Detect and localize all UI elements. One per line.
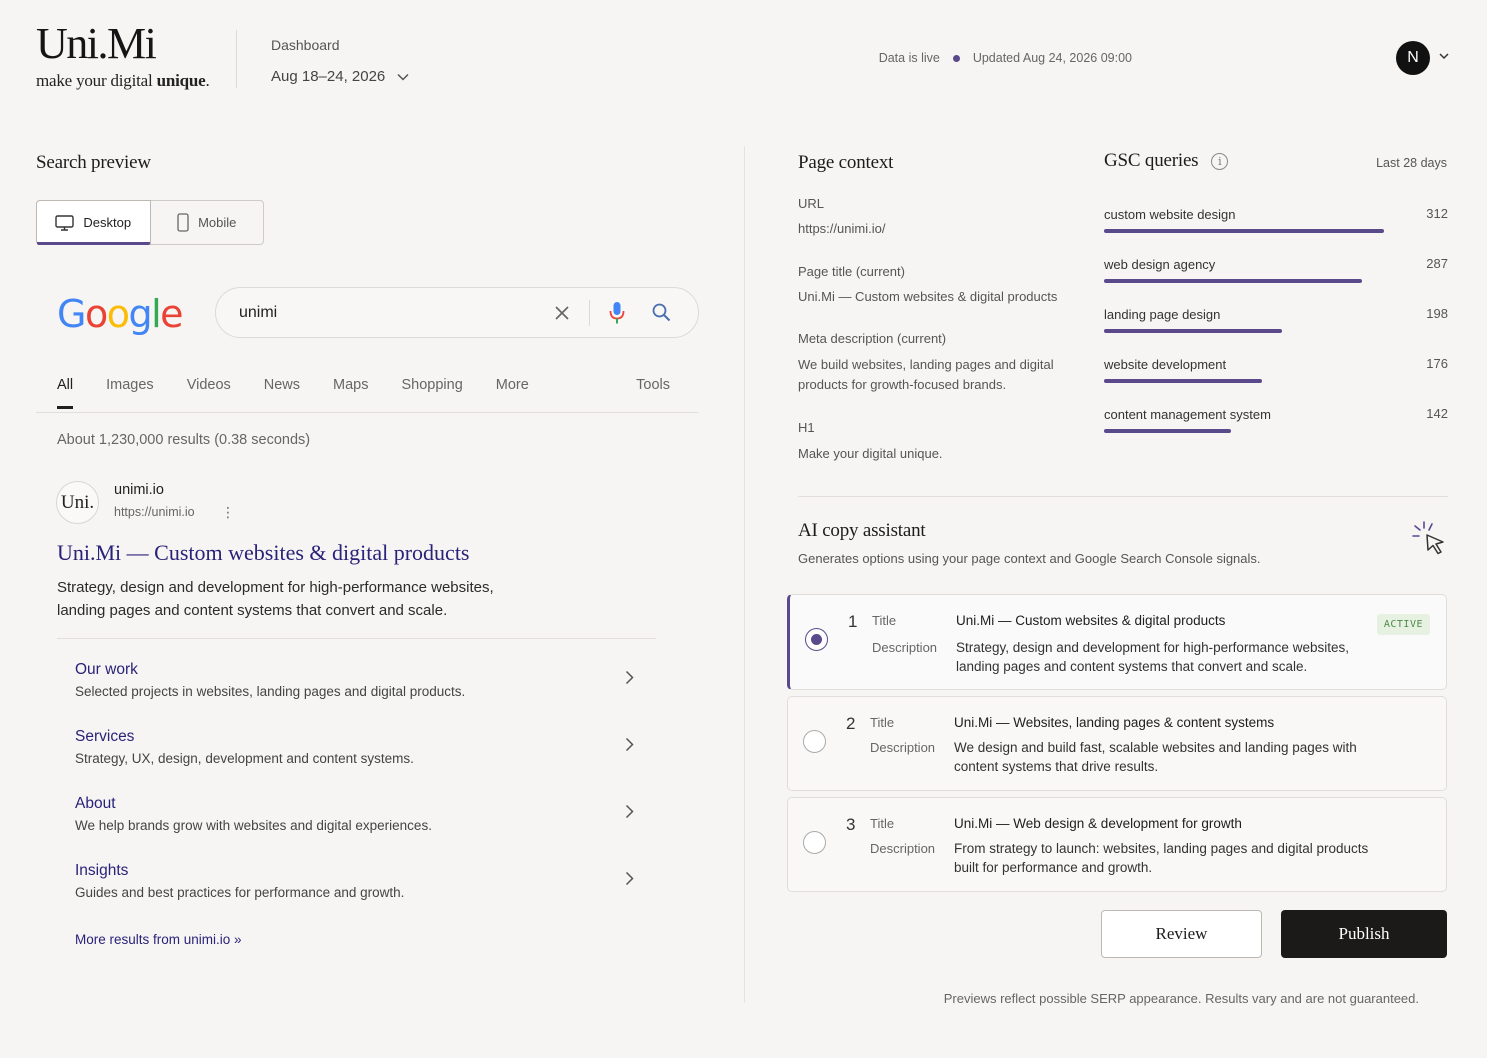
gsc-query-name: custom website design: [1104, 207, 1236, 222]
google-logo: Google: [57, 292, 183, 336]
sitelink-title[interactable]: Our work: [75, 661, 138, 678]
tab-news[interactable]: News: [263, 377, 301, 393]
option-title: Uni.Mi — Custom websites & digital products: [956, 613, 1226, 628]
gsc-header: [1104, 150, 1228, 172]
publish-button[interactable]: Publish: [1281, 910, 1447, 958]
gsc-query-name: landing page design: [1104, 307, 1221, 322]
tools-button[interactable]: Tools: [636, 377, 670, 393]
copy-option[interactable]: [787, 594, 1447, 690]
live-status: [879, 51, 1132, 65]
sitelink-desc: Selected projects in websites, landing pages and digital products.: [75, 684, 466, 699]
device-toggle[interactable]: [36, 200, 264, 245]
date-range-value: Aug 18–24, 2026: [271, 68, 386, 85]
h1-label: H1: [798, 420, 815, 435]
ai-assistant-subtitle: Generates options using your page context and Google Search Console signals.: [798, 551, 1261, 566]
tab-videos[interactable]: Videos: [186, 377, 231, 393]
tab-maps[interactable]: Maps: [333, 377, 369, 393]
option-title-label: Title: [870, 715, 895, 730]
gsc-query-row: [1104, 306, 1448, 324]
updated-timestamp: Updated Aug 24, 2026 09:00: [972, 51, 1132, 65]
option-desc: We design and build fast, scalable websites and landing pages with content systems that drive results.: [954, 740, 1357, 774]
option-radio[interactable]: [803, 730, 826, 753]
brand-logo: Uni.Mi: [36, 19, 156, 68]
option-desc: Strategy, design and development for high-performance websites, landing pages and content systems that convert and scale.: [956, 640, 1349, 674]
sitelink-desc: Strategy, UX, design, development and content systems.: [75, 751, 414, 766]
more-results-link[interactable]: More results from unimi.io »: [75, 932, 242, 947]
desktop-icon: [55, 215, 74, 231]
gsc-query-name: content management system: [1104, 407, 1271, 422]
gsc-query-name: website development: [1104, 357, 1227, 372]
option-desc: From strategy to launch: websites, landing pages and digital products built for performance and growth.: [954, 841, 1369, 875]
url-value: https://unimi.io/: [798, 221, 886, 236]
page-context-title: Page context: [798, 152, 894, 173]
gsc-query-clicks: 142: [1426, 406, 1448, 421]
section-label: Dashboard: [271, 37, 340, 53]
sitelink[interactable]: [75, 795, 645, 833]
option-title: Uni.Mi — Websites, landing pages & content systems: [954, 715, 1275, 730]
review-button[interactable]: Review: [1101, 910, 1262, 958]
url-label: URL: [798, 196, 825, 211]
meta-description-value: We build websites, landing pages and digital products for growth-focused brands.: [798, 357, 1054, 392]
live-status-text: Data is live: [878, 51, 940, 65]
gsc-period: Last 28 days: [1376, 156, 1447, 170]
page-title-label: Page title (current): [798, 264, 905, 279]
site-favicon: Uni.: [56, 481, 99, 524]
search-icon[interactable]: [648, 300, 674, 326]
result-title-link[interactable]: Uni.Mi — Custom websites & digital products: [57, 540, 470, 565]
gsc-query-bar: [1104, 279, 1362, 283]
result-site-name: unimi.io: [114, 482, 164, 498]
gsc-query-name: web design agency: [1104, 257, 1216, 272]
sitelink-desc: We help brands grow with websites and digital experiences.: [75, 818, 432, 833]
option-title: Uni.Mi — Web design & development for growth: [954, 816, 1242, 831]
section-divider: [798, 496, 1448, 497]
option-title-label: Title: [872, 613, 897, 628]
serp-search-bar: [215, 287, 699, 338]
sitelink-title[interactable]: About: [75, 795, 116, 812]
sitelink-desc: Guides and best practices for performance and growth.: [75, 885, 405, 900]
microphone-icon[interactable]: [604, 300, 630, 326]
chevron-right-icon: [625, 670, 634, 685]
ai-assistant-title: AI copy assistant: [798, 520, 926, 541]
tab-shopping[interactable]: Shopping: [401, 377, 463, 393]
more-options-icon[interactable]: ⋮: [221, 504, 235, 520]
mobile-label: Mobile: [198, 215, 237, 230]
gsc-query-row: [1104, 356, 1448, 374]
result-description: Strategy, design and development for high-performance websites, landing pages and content systems that convert and scale.: [57, 579, 494, 619]
sparkle-cursor-icon: [1412, 520, 1448, 556]
meta-description-label: Meta description (current): [798, 331, 947, 346]
gsc-query-bar: [1104, 229, 1384, 233]
result-url: https://unimi.io: [114, 505, 195, 519]
avatar[interactable]: N: [1396, 41, 1430, 75]
account-menu-chevron-icon[interactable]: [1438, 50, 1450, 62]
search-divider: [589, 300, 590, 326]
gsc-title: GSC queries: [1104, 150, 1199, 171]
serp-tabs: [57, 377, 699, 393]
page-title-value: Uni.Mi — Custom websites & digital products: [798, 289, 1058, 304]
gsc-query-bar: [1104, 429, 1231, 433]
search-input[interactable]: [239, 304, 549, 322]
header-divider: [236, 30, 237, 88]
tab-images[interactable]: Images: [106, 377, 154, 393]
column-divider: [744, 146, 745, 1003]
chevron-right-icon: [625, 871, 634, 886]
option-title-label: Title: [870, 816, 895, 831]
sitelink-title[interactable]: Services: [75, 728, 135, 745]
sitelink[interactable]: [75, 862, 645, 900]
tabs-divider: [36, 412, 699, 413]
search-preview-title: Search preview: [36, 152, 151, 173]
option-desc-label: Description: [870, 841, 936, 856]
brand-tagline: make your digital unique.: [36, 71, 210, 90]
chevron-right-icon: [625, 737, 634, 752]
h1-value: Make your digital unique.: [798, 446, 943, 461]
mobile-icon: [177, 213, 189, 232]
option-desc-label: Description: [872, 640, 938, 655]
date-range-picker[interactable]: [271, 68, 409, 85]
copy-option[interactable]: [787, 696, 1447, 791]
sitelink[interactable]: [75, 728, 645, 766]
option-radio[interactable]: [803, 831, 826, 854]
gsc-query-bar: [1104, 379, 1262, 383]
disclaimer-text: Previews reflect possible SERP appearance. Results vary and are not guaranteed.: [943, 991, 1419, 1006]
gsc-query-clicks: 176: [1426, 356, 1448, 371]
desktop-label: Desktop: [83, 215, 132, 230]
gsc-query-row: [1104, 206, 1448, 224]
sitelink-title[interactable]: Insights: [75, 862, 129, 879]
gsc-query-clicks: 312: [1426, 206, 1448, 221]
sitelink[interactable]: [75, 661, 645, 699]
gsc-query-row: [1104, 406, 1448, 424]
live-dot-icon: [953, 55, 960, 62]
gsc-query-row: [1104, 256, 1448, 274]
desktop-toggle-button[interactable]: [36, 200, 151, 245]
gsc-query-clicks: 198: [1426, 306, 1448, 321]
tab-more[interactable]: More: [495, 377, 529, 393]
active-badge: ACTIVE: [1377, 614, 1430, 635]
chevron-down-icon: [397, 73, 409, 81]
option-number: 1: [848, 612, 858, 631]
mobile-toggle-button[interactable]: [151, 201, 264, 244]
copy-option[interactable]: [787, 797, 1447, 892]
tab-all[interactable]: All: [57, 377, 74, 393]
option-radio[interactable]: [805, 628, 828, 651]
option-number: 3: [846, 815, 856, 834]
option-number: 2: [846, 714, 856, 733]
result-divider: [57, 638, 656, 639]
clear-icon[interactable]: [549, 300, 575, 326]
chevron-right-icon: [625, 804, 634, 819]
option-desc-label: Description: [870, 740, 936, 755]
info-icon[interactable]: i: [1211, 153, 1228, 170]
gsc-query-clicks: 287: [1426, 256, 1448, 271]
results-stats: About 1,230,000 results (0.38 seconds): [57, 432, 311, 448]
gsc-query-bar: [1104, 329, 1282, 333]
